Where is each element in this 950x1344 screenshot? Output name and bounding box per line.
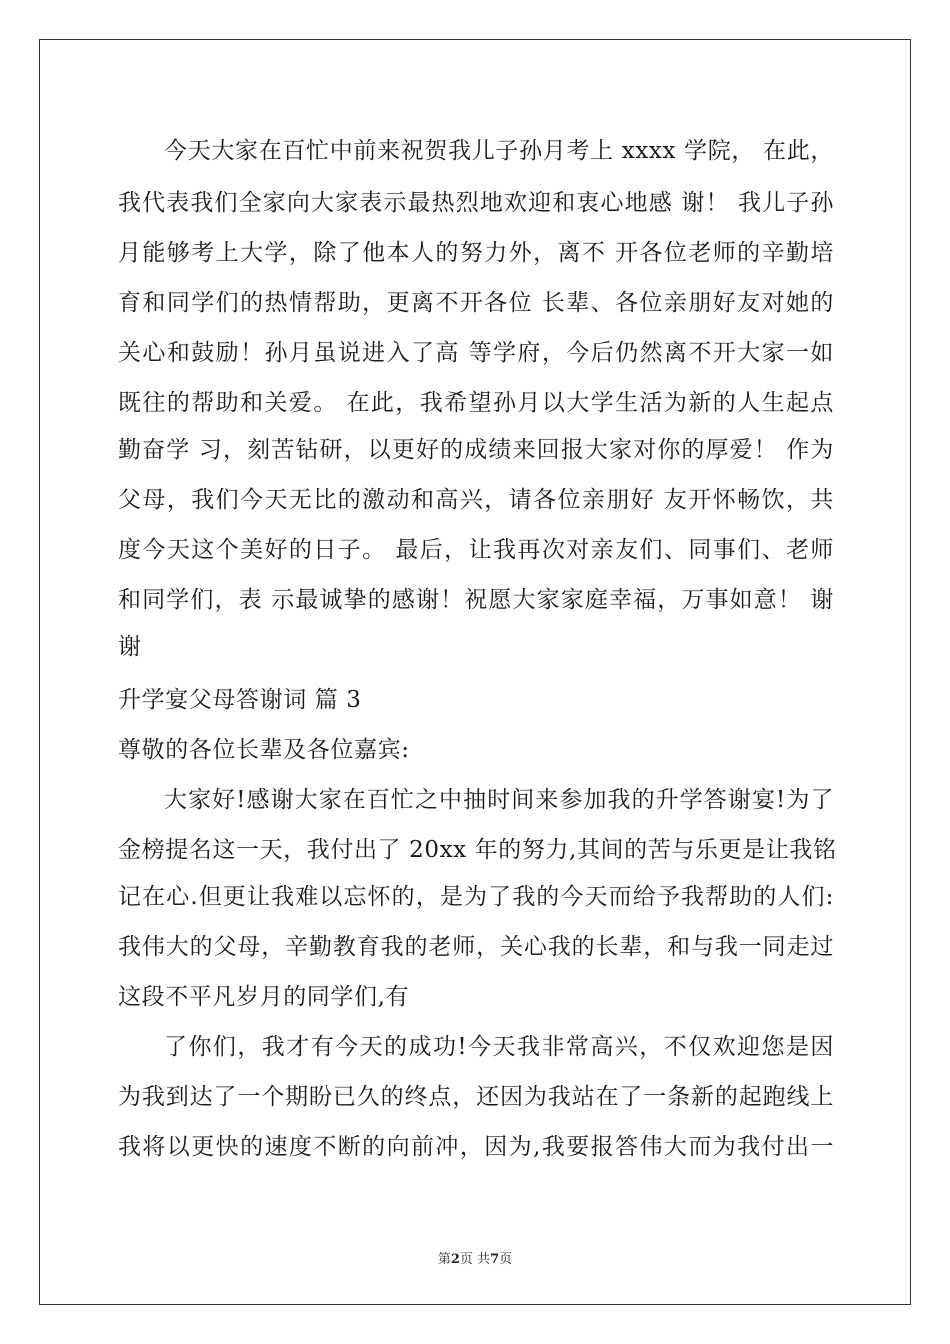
text-line: 今天大家在百忙中前来祝贺我儿子孙月考上 xxxx 学院， 在此， <box>164 138 834 164</box>
current-page-number: 2 <box>450 1252 460 1267</box>
page-label-prefix: 第 <box>437 1252 451 1267</box>
salutation: 尊敬的各位长辈及各位嘉宾: <box>118 737 410 763</box>
text-line: 关心和鼓励！孙月虽说进入了高 等学府，今后仍然离不开大家一如 <box>118 340 834 366</box>
page-label-mid: 页 共 <box>459 1252 491 1267</box>
text-line: 为我到达了一个期盼已久的终点，还因为我站在了一条新的起跑线上 <box>118 1084 834 1110</box>
total-page-count: 7 <box>490 1252 500 1267</box>
text-line: 父母，我们今天无比的激动和高兴，请各位亲朋好 友开怀畅饮，共 <box>118 487 834 513</box>
text-line: 我代表我们全家向大家表示最热烈地欢迎和衷心地感 谢！ 我儿子孙 <box>118 190 834 216</box>
text-line: 和同学们，表 示最诚挚的感谢！祝愿大家家庭幸福，万事如意！ 谢 <box>118 587 834 613</box>
text-line: 谢 <box>118 634 142 660</box>
page-label-suffix: 页 <box>499 1252 513 1267</box>
section-heading: 升学宴父母答谢词 篇 3 <box>118 687 362 713</box>
text-line: 度今天这个美好的日子。 最后，让我再次对亲友们、同事们、老师 <box>118 537 834 563</box>
text-line: 大家好!感谢大家在百忙之中抽时间来参加我的升学答谢宴!为了 <box>164 787 834 813</box>
text-line: 记在心.但更让我难以忘怀的，是为了我的今天而给予我帮助的人们: <box>118 884 834 910</box>
text-line: 既往的帮助和关爱。 在此，我希望孙月以大学生活为新的人生起点 <box>118 390 834 416</box>
text-line: 我将以更快的速度不断的向前冲，因为,我要报答伟大而为我付出一 <box>118 1134 834 1160</box>
text-line: 金榜提名这一天，我付出了 20xx 年的努力,其间的苦与乐更是让我铭 <box>118 837 837 863</box>
page-footer <box>0 1248 950 1267</box>
text-line: 育和同学们的热情帮助，更离不开各位 长辈、各位亲朋好友对她的 <box>118 290 834 316</box>
page-border <box>39 39 911 1305</box>
text-line: 这段不平凡岁月的同学们,有 <box>118 984 410 1010</box>
text-line: 了你们，我才有今天的成功!今天我非常高兴，不仅欢迎您是因 <box>164 1034 834 1060</box>
text-line: 月能够考上大学，除了他本人的努力外，离不 开各位老师的辛勤培 <box>118 240 834 266</box>
text-line: 我伟大的父母，辛勤教育我的老师，关心我的长辈，和与我一同走过 <box>118 934 834 960</box>
text-line: 勤奋学 习，刻苦钻研，以更好的成绩来回报大家对你的厚爱！ 作为 <box>118 437 834 463</box>
